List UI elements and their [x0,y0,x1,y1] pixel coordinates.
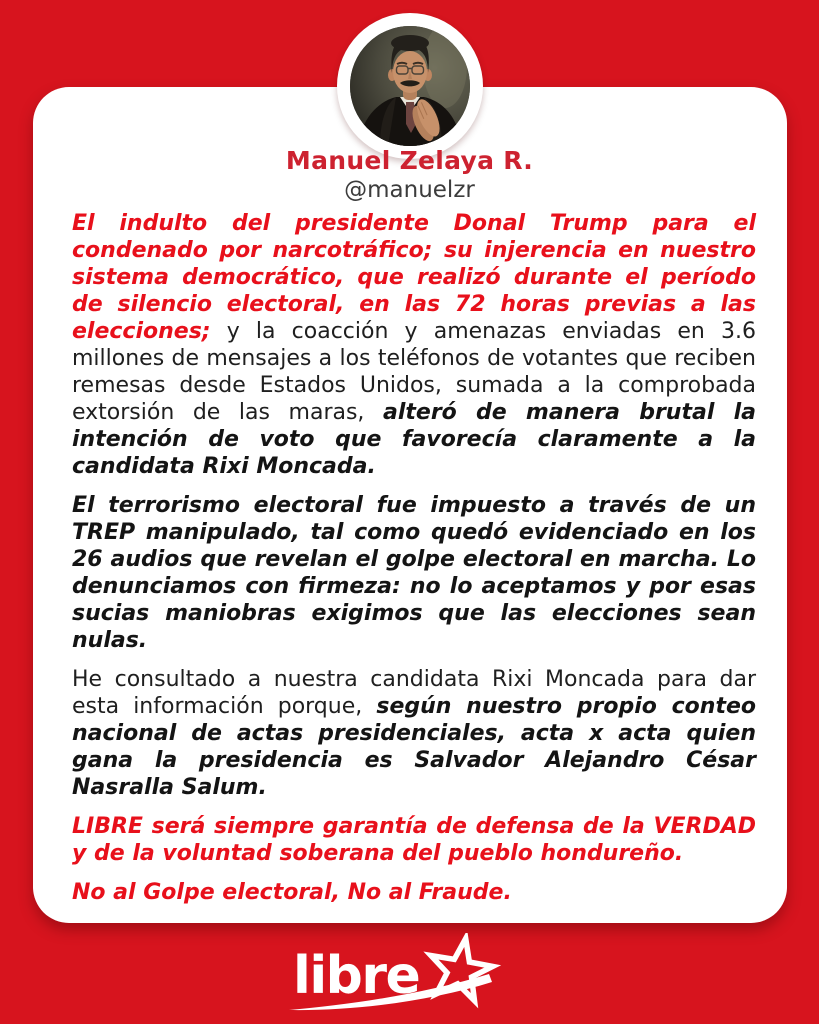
text-segment: He consultado a nuestra candidata Rixi Moncada para dar esta información porque, [72,667,756,719]
avatar [350,26,470,146]
text-segment: según nuestro propio conteo nacional de actas presidenciales, acta x acta quien gana la presidencia es Salvador Alejandro César Nasralla Salum. [72,694,757,800]
text-segment: No al Golpe electoral, No al Fraude. [72,880,512,905]
text-segment: El terrorismo electoral fue impuesto a través de un TREP manipulado, tal como quedó evidenciado en los 26 audios que revelan el golpe electoral en marcha. Lo denunciamos con firmeza: no lo aceptamos y por esas sucias maniobras exigimos que las elecciones sean nulas. [72,493,756,653]
portrait-illustration [350,26,470,146]
paragraph-4 [72,813,756,867]
text-segment: El indulto del presidente Donal Trump para el condenado por narcotráfico; su injerencia en nuestro sistema democrático, que realizó durante el período de silencio electoral, en las 72 horas previas a las elecciones; [72,211,756,344]
libre-logo-text: libre [292,946,419,1006]
profile-name: Manuel Zelaya R. [285,146,534,175]
post-body [72,210,756,918]
libre-logo-graphic [285,933,535,1017]
text-segment: alteró de manera brutal la intención de voto que favorecía claramente a la candidata Rixi Moncada. [72,400,756,479]
text-segment: LIBRE será siempre garantía de defensa de la VERDAD y de la voluntad soberana del pueblo hondureño. [72,814,756,866]
paragraph-3 [72,666,756,801]
paragraph-1 [72,210,756,480]
profile-handle: @manuelzr [344,177,475,203]
paragraph-2 [72,492,756,654]
text-segment: y la coacción y amenazas enviadas en 3.6 millones de mensajes a los teléfonos de votantes que reciben remesas desde Estados Unidos, sumada a la comprobada extorsión de las maras, [72,319,756,425]
libre-logo [285,933,535,1017]
paragraph-5 [72,879,756,906]
